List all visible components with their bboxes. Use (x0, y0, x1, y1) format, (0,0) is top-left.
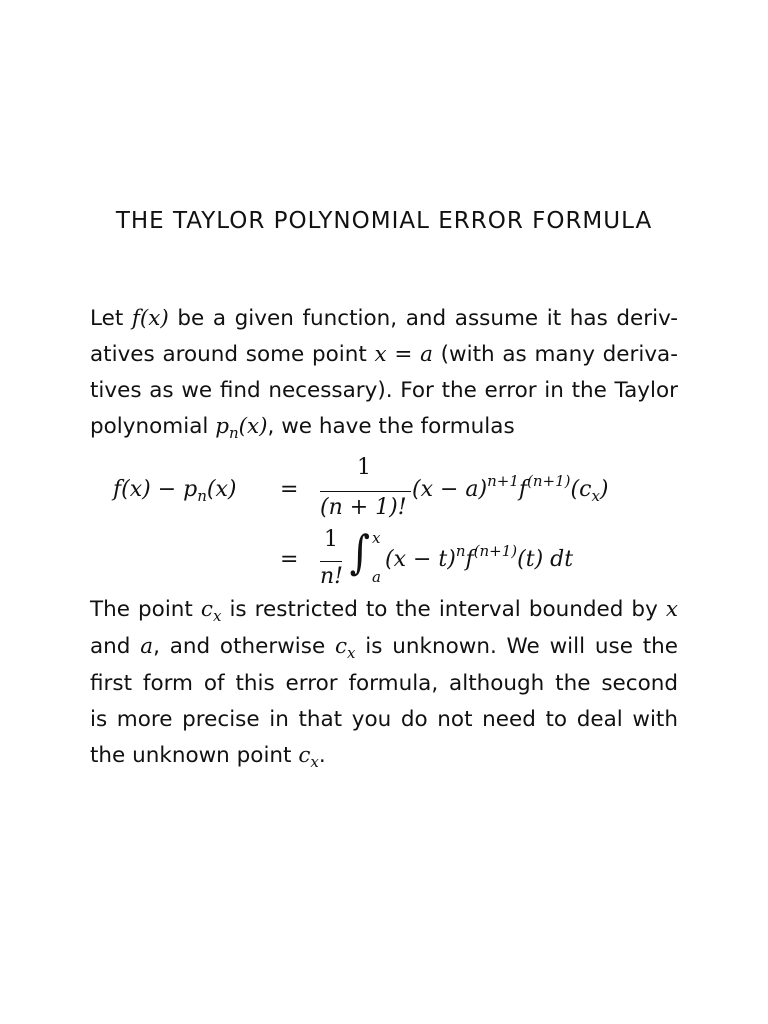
intro-line-3 (90, 373, 678, 409)
equals-sign-1: = (280, 477, 299, 502)
formula1-body (412, 472, 609, 505)
explanation-line-4 (90, 702, 678, 738)
math-run: a (140, 634, 154, 659)
text-run: is restricted to the interval bounded by (221, 597, 666, 622)
math-subscript: x (212, 607, 222, 625)
text-run: atives around some point (90, 342, 375, 367)
math-subscript: n (228, 424, 239, 442)
text-run: tives as we find necessary). For the error in the Taylor (90, 378, 678, 403)
intro-paragraph (90, 301, 678, 446)
math-subscript: x (591, 487, 600, 505)
fraction1-denominator: (n + 1)! (320, 495, 407, 520)
explanation-paragraph (90, 592, 678, 775)
intro-line-1 (90, 301, 678, 337)
text-run: (with as many deriva- (432, 342, 678, 367)
math-run: (x) (206, 477, 237, 502)
text-run: , we have the formulas (267, 414, 515, 439)
text-run: first form of this error formula, although the second (90, 671, 678, 696)
text-run: . (318, 743, 326, 768)
text-run: the unknown point (90, 743, 299, 768)
intro-line-4 (90, 409, 678, 446)
math-run: (t) dt (517, 547, 574, 572)
text-run: The point (90, 597, 201, 622)
math-run: f(x) − p (113, 477, 198, 502)
math-run: (c (570, 477, 592, 502)
math-run: c (298, 743, 311, 768)
math-run: (x) (238, 414, 268, 439)
math-superscript: (n+1) (527, 472, 571, 490)
math-run: x = a (374, 342, 433, 367)
slide-title: THE TAYLOR POLYNOMIAL ERROR FORMULA (115, 208, 653, 234)
text-run: be a given function, and assume it has deriv- (168, 306, 678, 331)
text-run: , and otherwise (153, 634, 335, 659)
formula-lhs (113, 477, 237, 505)
math-run: ) (599, 477, 609, 502)
math-run: f (518, 477, 528, 502)
math-run: (x − t) (385, 547, 456, 572)
explanation-line-2 (90, 629, 678, 666)
integral-lower-limit: a (372, 568, 381, 586)
error-formula (0, 455, 768, 590)
explanation-line-1 (90, 592, 678, 629)
math-run: x (665, 597, 678, 622)
intro-line-2 (90, 337, 678, 373)
text-run: polynomial (90, 414, 216, 439)
text-run: and (90, 634, 141, 659)
math-superscript: n (455, 542, 466, 560)
fraction2-bar (320, 561, 342, 562)
math-subscript: x (310, 753, 319, 771)
explanation-line-3 (90, 666, 678, 702)
math-subscript: n (197, 487, 207, 505)
math-run: (x − a) (412, 477, 488, 502)
text-run: is more precise in that you do not need to deal with (90, 707, 678, 732)
text-run: Let (90, 306, 132, 331)
fraction2-denominator: n! (320, 564, 344, 589)
math-superscript: (n+1) (473, 542, 518, 560)
fraction2-numerator: 1 (324, 527, 338, 552)
math-run: c (200, 597, 213, 622)
integral-upper-limit: x (372, 529, 381, 547)
math-run: f (465, 547, 474, 572)
fraction1-bar (320, 491, 411, 492)
math-run: f(x) (131, 306, 169, 331)
math-superscript: n+1 (487, 472, 519, 490)
explanation-line-5 (90, 738, 678, 775)
formula2-body (385, 542, 574, 572)
math-subscript: x (347, 644, 356, 662)
math-run: c (334, 634, 348, 659)
integral-sign: ∫ (349, 525, 371, 579)
text-run: is unknown. We will use the (355, 634, 678, 659)
fraction1-numerator: 1 (357, 455, 371, 480)
equals-sign-2: = (280, 547, 299, 572)
math-run: p (215, 414, 229, 439)
